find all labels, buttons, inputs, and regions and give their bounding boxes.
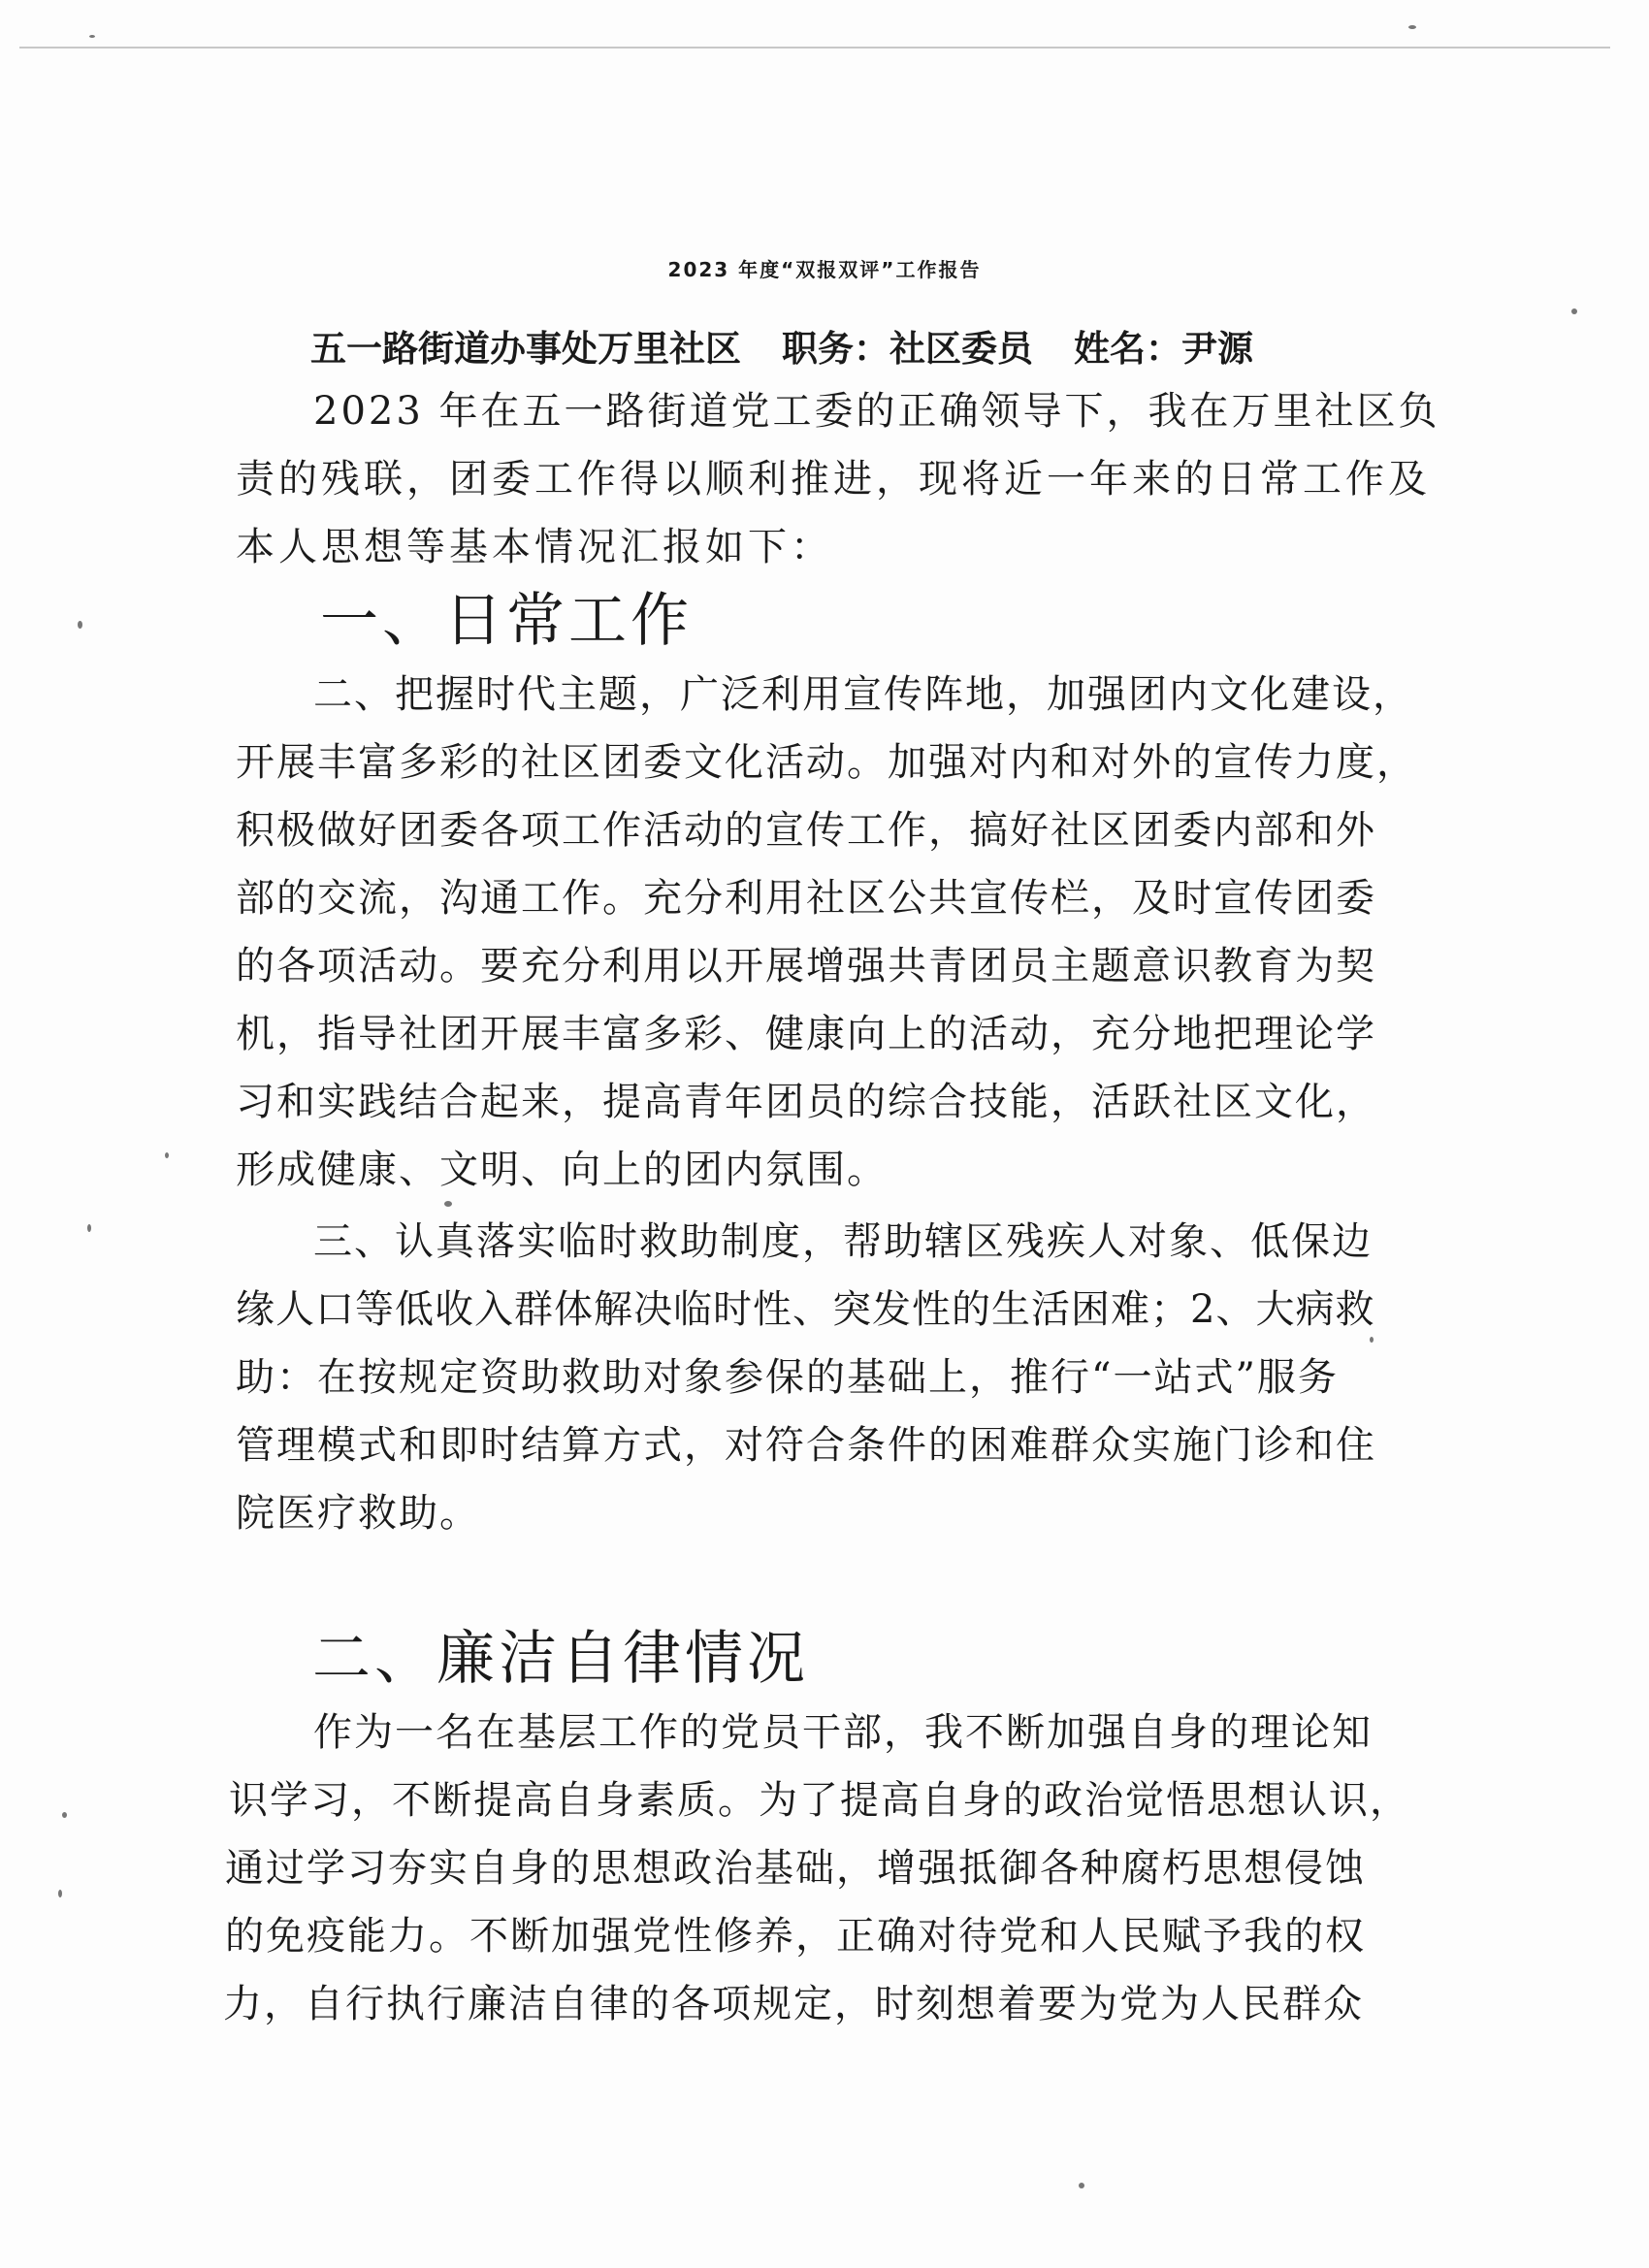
section-heading-integrity: 二、廉洁自律情况 bbox=[312, 1625, 809, 1693]
scan-speck bbox=[87, 1224, 91, 1232]
scan-speck bbox=[1408, 25, 1416, 29]
author-name: 姓名：尹源 bbox=[1074, 328, 1253, 370]
paragraph-line: 积极做好团委各项工作活动的宣传工作，搞好社区团委内部和外 bbox=[236, 808, 1376, 853]
scan-speck bbox=[1370, 1337, 1374, 1343]
intro-line: 责的残联，团委工作得以顺利推进，现将近一年来的日常工作及 bbox=[236, 457, 1431, 502]
paragraph-line: 的免疫能力。不断加强党性修养，正确对待党和人民赋予我的权 bbox=[225, 1914, 1366, 1959]
paragraph-line: 的各项活动。要充分利用以开展增强共青团员主题意识教育为契 bbox=[236, 944, 1376, 988]
paragraph-line: 机，指导社团开展丰富多彩、健康向上的活动，充分地把理论学 bbox=[236, 1012, 1376, 1056]
paragraph-line: 开展丰富多彩的社区团委文化活动。加强对内和对外的宣传力度， bbox=[236, 740, 1417, 785]
scan-edge-line bbox=[19, 47, 1610, 49]
paragraph-line: 管理模式和即时结算方式，对符合条件的困难群众实施门诊和住 bbox=[236, 1423, 1376, 1468]
scan-speck bbox=[1079, 2183, 1084, 2188]
scan-speck bbox=[62, 1812, 67, 1818]
scan-speck bbox=[165, 1152, 169, 1158]
paragraph-line: 习和实践结合起来，提高青年团员的综合技能，活跃社区文化， bbox=[236, 1080, 1376, 1124]
document-title: 2023 年度“双报双评”工作报告 bbox=[667, 258, 982, 281]
paragraph-line: 缘人口等低收入群体解决临时性、突发性的生活困难；2、大病救 bbox=[236, 1287, 1375, 1332]
unit-name: 五一路街道办事处万里社区 bbox=[310, 328, 741, 370]
paragraph-line: 力，自行执行廉洁自律的各项规定，时刻想着要为党为人民群众 bbox=[223, 1982, 1364, 2026]
intro-line: 2023 年在五一路街道党工委的正确领导下，我在万里社区负 bbox=[313, 389, 1440, 434]
paragraph-line: 作为一名在基层工作的党员干部，我不断加强自身的理论知 bbox=[313, 1710, 1373, 1755]
paragraph-line: 通过学习夯实自身的思想政治基础，增强抵御各种腐朽思想侵蚀 bbox=[225, 1846, 1366, 1891]
paragraph-line: 识学习，不断提高自身素质。为了提高自身的政治觉悟思想认识， bbox=[229, 1778, 1410, 1823]
scan-speck bbox=[78, 621, 82, 629]
author-position: 职务：社区委员 bbox=[782, 328, 1033, 370]
scan-speck bbox=[1571, 308, 1577, 314]
paragraph-line: 助：在按规定资助救助对象参保的基础上，推行“一站式”服务 bbox=[236, 1355, 1339, 1400]
paragraph-line: 部的交流，沟通工作。充分利用社区公共宣传栏，及时宣传团委 bbox=[236, 876, 1376, 921]
section-heading-daily-work: 一、日常工作 bbox=[320, 587, 693, 655]
scan-speck bbox=[89, 35, 95, 38]
scan-speck bbox=[444, 1201, 452, 1207]
intro-line: 本人思想等基本情况汇报如下： bbox=[236, 525, 833, 569]
author-info bbox=[310, 322, 1253, 376]
paragraph-line: 形成健康、文明、向上的团内氛围。 bbox=[236, 1148, 888, 1192]
paragraph-line: 三、认真落实临时救助制度，帮助辖区残疾人对象、低保边 bbox=[313, 1219, 1373, 1264]
scan-speck bbox=[58, 1890, 62, 1897]
paragraph-line: 院医疗救助。 bbox=[236, 1491, 480, 1536]
paragraph-line: 二、把握时代主题，广泛利用宣传阵地，加强团内文化建设， bbox=[313, 672, 1413, 717]
